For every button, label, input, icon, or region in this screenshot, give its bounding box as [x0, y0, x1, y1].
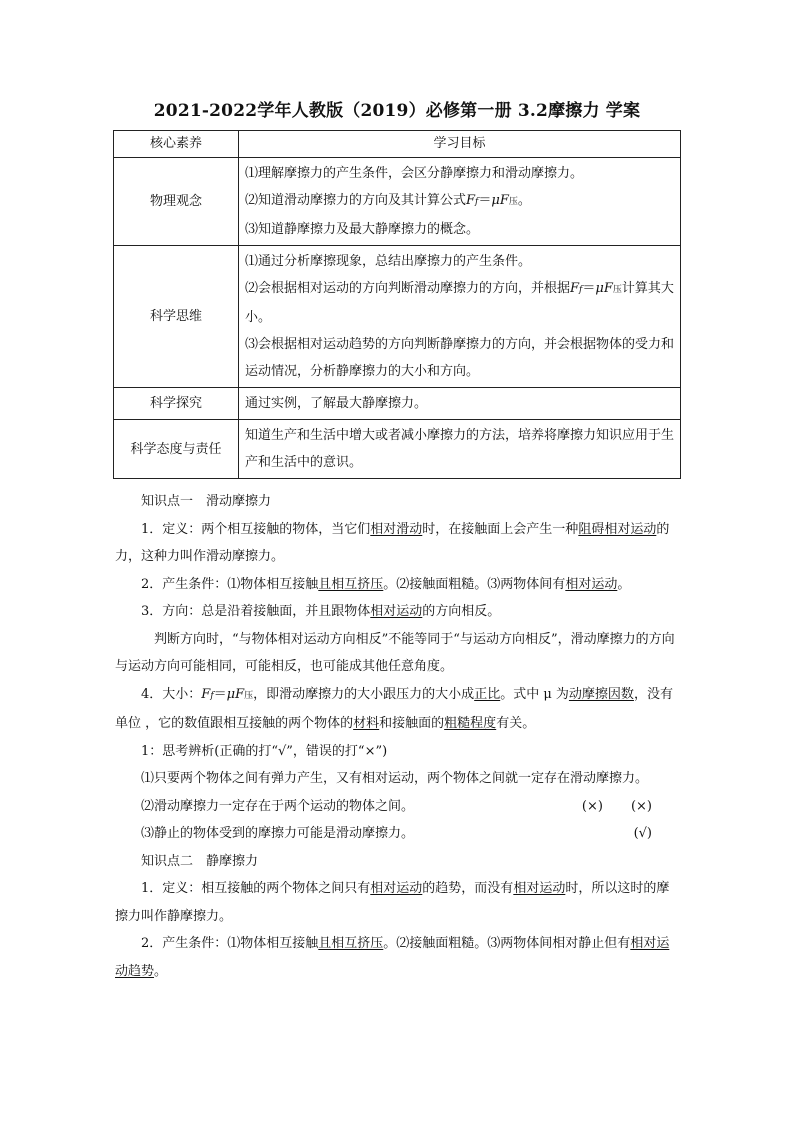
paragraph: 3．方向：总是沿着接触面，并且跟物体相对运动的方向相反。 [141, 604, 501, 619]
paragraph: 1．定义：两个相互接触的物体，当它们相对滑动时，在接触面上会产生一种阻碍相对运动的力，这种力叫作滑动摩擦力。 [115, 521, 670, 564]
row-label: 科学思维 [114, 246, 239, 388]
table-row [114, 388, 681, 420]
goal-line: ⑴理解摩擦力的产生条件，会区分静摩擦力和滑动摩擦力。 [245, 166, 584, 181]
question: ⑶静止的物体受到的摩擦力可能是滑动摩擦力。 (√) [115, 820, 680, 848]
row-label: 科学态度与责任 [114, 420, 239, 479]
row-goals [239, 158, 681, 246]
table-header-row [114, 131, 681, 158]
row-goals: 知道生产和生活中增大或者减小摩擦力的方法，培养将摩擦力知识应用于生产和生活中的意识。 [239, 420, 681, 479]
goal-line: ⑴通过分析摩擦现象，总结出摩擦力的产生条件。 [245, 254, 532, 269]
paragraph: 4．大小：Ff＝μF压，即滑动摩擦力的大小跟压力的大小成正比。式中 μ 为动摩擦因数，没有单位 ，它的数值跟相互接触的两个物体的材料和接触面的粗糙程度有关。 [115, 686, 673, 731]
goal-line: ⑶会根据相对运动趋势的方向判断静摩擦力的方向，并会根据物体的受力和运动情况，分析静摩擦力的大小和方向。 [245, 337, 675, 379]
paragraph: 判断方向时，“与物体相对运动方向相反”不能等同于“与运动方向相反”，滑动摩擦力的方向与运动方向可能相同，可能相反，也可能成其他任意角度。 [115, 631, 675, 674]
question: ⑴只要两个物体之间有弹力产生，又有相对运动，两个物体之间就一定存在滑动摩擦力。 (×) [115, 765, 680, 793]
col-header-goals: 学习目标 [239, 131, 681, 158]
table-row [114, 158, 681, 246]
row-label: 物理观念 [114, 158, 239, 246]
answer-mark: (×) [630, 798, 652, 814]
goal-line: ⑶知道静摩擦力及最大静摩擦力的概念。 [245, 222, 480, 237]
answer-mark: (×) [581, 798, 603, 814]
learning-goals-table [113, 130, 681, 479]
goal-line: ⑵知道滑动摩擦力的方向及其计算公式Ff＝μF压。 [245, 193, 531, 208]
row-goals [239, 246, 681, 388]
page-title: 2021-2022学年人教版（2019）必修第一册 3.2摩擦力 学案 [153, 101, 641, 121]
section-heading: 知识点一 滑动摩擦力 [141, 494, 272, 509]
paragraph: 2．产生条件：⑴物体相互接触且相互挤压。⑵接触面粗糙。⑶两物体间相对静止但有相对运动趋势。 [115, 936, 670, 979]
content-body [115, 488, 680, 985]
goal-line: ⑵会根据相对运动的方向判断滑动摩擦力的方向，并根据Ff＝μF压计算其大小。 [245, 281, 674, 325]
row-goals: 通过实例，了解最大静摩擦力。 [239, 388, 681, 420]
paragraph: 1：思考辨析(正确的打“√”，错误的打“×”) [141, 743, 388, 759]
table-row [114, 246, 681, 388]
paragraph: 1．定义：相互接触的两个物体之间只有相对运动的趋势，而没有相对运动时，所以这时的摩擦力叫作静摩擦力。 [115, 881, 670, 924]
table-row [114, 420, 681, 479]
paragraph: 2．产生条件：⑴物体相互接触且相互挤压。⑵接触面粗糙。⑶两物体间有相对运动。 [141, 576, 631, 592]
answer-mark: (√) [633, 826, 652, 841]
question: ⑵滑动摩擦力一定存在于两个运动的物体之间。 (×) [115, 793, 680, 821]
col-header-literacy: 核心素养 [114, 131, 239, 158]
row-label: 科学探究 [114, 388, 239, 420]
section-heading: 知识点二 静摩擦力 [141, 853, 259, 869]
